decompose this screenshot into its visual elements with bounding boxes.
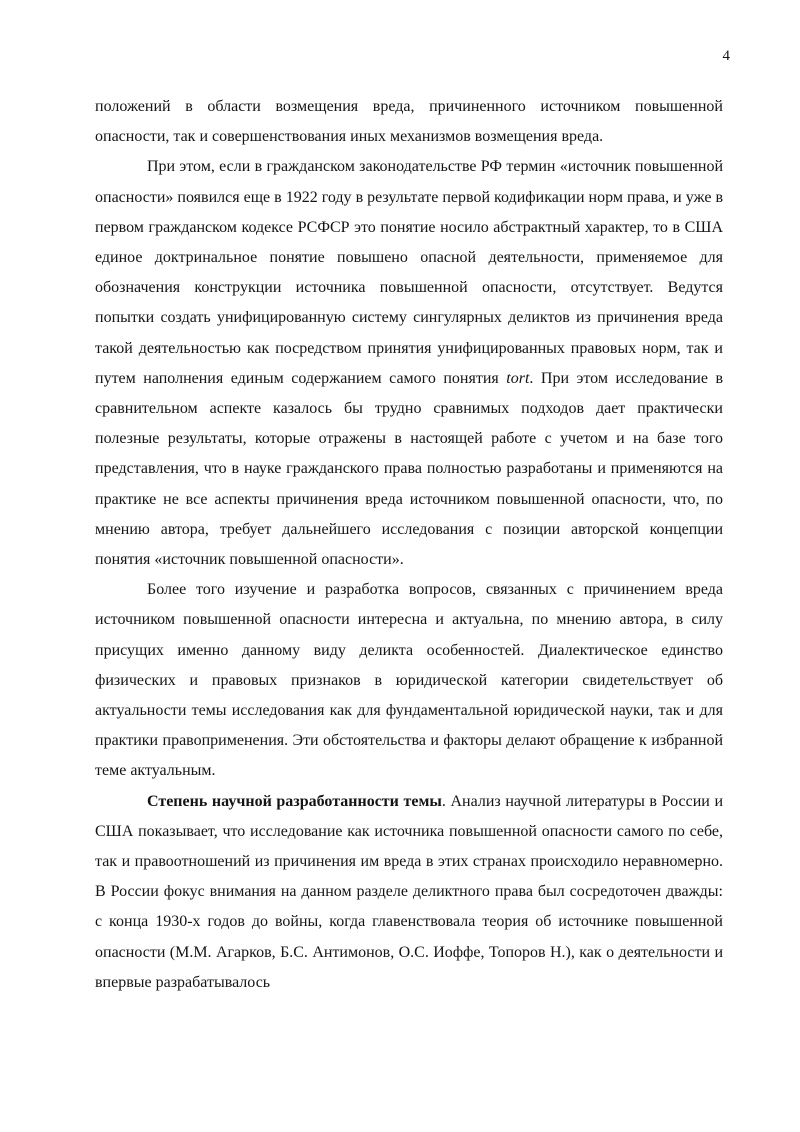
paragraph-text: . Анализ научной литературы в России и США показывает, что исследование как источника повышенной опасности самого по себе, так и правоотношений из причинения им вреда в этих странах происходило неравномерно. В России фокус внимания на данном разделе деликтного права был сосредоточен дважды: с конца 1930-х годов до войны, когда главенствовала теория об источнике повышенной опасности (М.М. Агарков, Б.С. Антимонов, О.С. Иоффе, Топоров Н.), как о деятельности и впервые разрабатывалось — [95, 792, 724, 991]
paragraph-degree-of-research — [95, 787, 723, 998]
document-body — [95, 92, 723, 998]
italic-term-tort: tort — [506, 369, 530, 387]
paragraph-terminology — [95, 152, 723, 575]
section-lead-heading: Степень научной разработанности темы — [147, 792, 442, 810]
paragraph-text: . При этом исследование в сравнительном аспекте казалось бы трудно сравнимых подходов дает практически полезные результаты, которые отражены в настоящей работе с учетом и на базе того представления, что в науке гражданского права полностью разработаны и применяются на практике не все аспекты причинения вреда источником повышенной опасности, что, по мнению автора, требует дальнейшего исследования с позиции авторской концепции понятия «источник повышенной опасности». — [95, 369, 724, 569]
paragraph-text: При этом, если в гражданском законодательстве РФ термин «источник повышенной опасности» появился еще в 1922 году в результате первой кодификации норм права, и уже в первом гражданском кодексе РСФСР это понятие носило абстрактный характер, то в США единое доктринальное понятие повышено опасной деятельности, применяемое для обозначения конструкции источника повышенной опасности, отсутствует. Ведутся попытки создать унифицированную систему сингулярных деликтов из причинения вреда такой деятельностью как посредством принятия унифицированных правовых норм, так и путем наполнения единым содержанием самого понятия — [95, 158, 723, 387]
page-number: 4 — [722, 48, 730, 64]
paragraph-continuation: положений в области возмещения вреда, причиненного источником повышенной опасности, так и совершенствования иных механизмов возмещения вреда. — [95, 98, 723, 146]
paragraph-relevance: Более того изучение и разработка вопросов, связанных с причинением вреда источником повышенной опасности интересна и актуальна, по мнению автора, в силу присущих именно данному виду деликта особенностей. Диалектическое единство физических и правовых признаков в юридической категории свидетельствует об актуальности темы исследования как для фундаментальной юридической науки, так и для практики правоприменения. Эти обстоятельства и факторы делают обращение к избранной теме актуальным. — [95, 581, 723, 780]
